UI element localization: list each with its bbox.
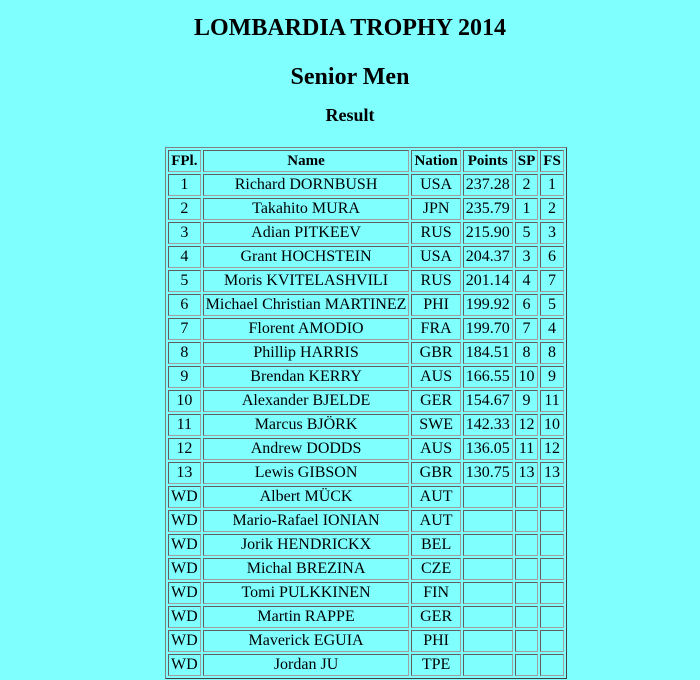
cell-points: 235.79 <box>463 198 513 220</box>
cell-sp: 9 <box>515 390 539 412</box>
table-row <box>168 366 564 388</box>
cell-sp <box>515 606 539 628</box>
cell-sp <box>515 630 539 652</box>
cell-name: Jordan JU <box>203 654 410 676</box>
cell-sp <box>515 510 539 532</box>
cell-nation: AUS <box>411 366 460 388</box>
cell-name: Phillip HARRIS <box>203 342 410 364</box>
cell-name: Andrew DODDS <box>203 438 410 460</box>
cell-fs: 8 <box>540 342 564 364</box>
table-row <box>168 654 564 676</box>
cell-sp <box>515 558 539 580</box>
cell-nation: CZE <box>411 558 460 580</box>
cell-fpl: 12 <box>168 438 201 460</box>
cell-sp: 12 <box>515 414 539 436</box>
cell-fs: 12 <box>540 438 564 460</box>
cell-nation: USA <box>411 246 460 268</box>
page-title: LOMBARDIA TROPHY 2014 <box>193 15 507 41</box>
cell-name: Takahito MURA <box>203 198 410 220</box>
cell-fpl: WD <box>168 606 201 628</box>
cell-fpl: 6 <box>168 294 201 316</box>
cell-fpl: WD <box>168 630 201 652</box>
cell-nation: PHI <box>411 294 460 316</box>
cell-points <box>463 606 513 628</box>
cell-nation: AUT <box>411 486 460 508</box>
cell-fs: 13 <box>540 462 564 484</box>
table-row <box>168 438 564 460</box>
cell-sp: 3 <box>515 246 539 268</box>
cell-nation: AUT <box>411 510 460 532</box>
cell-fs: 4 <box>540 318 564 340</box>
cell-points: 130.75 <box>463 462 513 484</box>
cell-name: Florent AMODIO <box>203 318 410 340</box>
table-row <box>168 270 564 292</box>
cell-fs <box>540 606 564 628</box>
cell-name: Martin RAPPE <box>203 606 410 628</box>
cell-sp <box>515 486 539 508</box>
cell-points: 215.90 <box>463 222 513 244</box>
section-title: Result <box>325 105 375 125</box>
cell-name: Adian PITKEEV <box>203 222 410 244</box>
cell-sp: 5 <box>515 222 539 244</box>
cell-fs: 10 <box>540 414 564 436</box>
cell-points: 184.51 <box>463 342 513 364</box>
cell-fpl: WD <box>168 654 201 676</box>
cell-fpl: 10 <box>168 390 201 412</box>
cell-fs <box>540 654 564 676</box>
cell-fpl: WD <box>168 510 201 532</box>
cell-points <box>463 534 513 556</box>
cell-name: Richard DORNBUSH <box>203 174 410 196</box>
table-row <box>168 486 564 508</box>
cell-fpl: 7 <box>168 318 201 340</box>
table-row <box>168 342 564 364</box>
header-fpl: FPl. <box>168 150 201 172</box>
cell-name: Alexander BJELDE <box>203 390 410 412</box>
cell-fs: 6 <box>540 246 564 268</box>
cell-name: Brendan KERRY <box>203 366 410 388</box>
cell-name: Albert MÜCK <box>203 486 410 508</box>
cell-sp: 2 <box>515 174 539 196</box>
cell-fpl: WD <box>168 558 201 580</box>
cell-fpl: 1 <box>168 174 201 196</box>
cell-sp: 4 <box>515 270 539 292</box>
cell-name: Michael Christian MARTINEZ <box>203 294 410 316</box>
cell-points: 199.92 <box>463 294 513 316</box>
results-body <box>168 174 564 676</box>
cell-points <box>463 654 513 676</box>
cell-nation: USA <box>411 174 460 196</box>
cell-fpl: WD <box>168 486 201 508</box>
cell-points <box>463 558 513 580</box>
cell-points <box>463 510 513 532</box>
header-points: Points <box>463 150 513 172</box>
cell-points: 237.28 <box>463 174 513 196</box>
cell-nation: PHI <box>411 630 460 652</box>
cell-points: 201.14 <box>463 270 513 292</box>
cell-sp: 1 <box>515 198 539 220</box>
table-row <box>168 390 564 412</box>
cell-name: Maverick EGUIA <box>203 630 410 652</box>
cell-nation: FRA <box>411 318 460 340</box>
cell-points: 199.70 <box>463 318 513 340</box>
cell-fs: 2 <box>540 198 564 220</box>
cell-points: 166.55 <box>463 366 513 388</box>
cell-fs: 3 <box>540 222 564 244</box>
cell-nation: GBR <box>411 342 460 364</box>
cell-points <box>463 582 513 604</box>
cell-nation: GBR <box>411 462 460 484</box>
cell-name: Tomi PULKKINEN <box>203 582 410 604</box>
cell-nation: JPN <box>411 198 460 220</box>
cell-fpl: 11 <box>168 414 201 436</box>
category-title: Senior Men <box>290 64 410 90</box>
cell-sp <box>515 534 539 556</box>
cell-fs: 9 <box>540 366 564 388</box>
cell-fs: 7 <box>540 270 564 292</box>
cell-fs <box>540 534 564 556</box>
cell-fs: 1 <box>540 174 564 196</box>
cell-fs: 11 <box>540 390 564 412</box>
cell-nation: BEL <box>411 534 460 556</box>
cell-fpl: 9 <box>168 366 201 388</box>
header-sp: SP <box>515 150 539 172</box>
cell-name: Michal BREZINA <box>203 558 410 580</box>
cell-points: 154.67 <box>463 390 513 412</box>
header-name: Name <box>203 150 410 172</box>
cell-sp: 13 <box>515 462 539 484</box>
results-table <box>165 147 567 679</box>
cell-nation: RUS <box>411 222 460 244</box>
cell-name: Jorik HENDRICKX <box>203 534 410 556</box>
table-row <box>168 630 564 652</box>
table-row <box>168 174 564 196</box>
table-row <box>168 510 564 532</box>
table-row <box>168 558 564 580</box>
cell-nation: FIN <box>411 582 460 604</box>
cell-fpl: WD <box>168 582 201 604</box>
cell-fpl: 3 <box>168 222 201 244</box>
header-fs: FS <box>540 150 564 172</box>
cell-fpl: 13 <box>168 462 201 484</box>
cell-sp: 11 <box>515 438 539 460</box>
cell-fs <box>540 510 564 532</box>
table-row <box>168 414 564 436</box>
cell-points: 204.37 <box>463 246 513 268</box>
cell-points <box>463 486 513 508</box>
cell-sp: 10 <box>515 366 539 388</box>
cell-nation: RUS <box>411 270 460 292</box>
cell-points: 142.33 <box>463 414 513 436</box>
table-row <box>168 318 564 340</box>
cell-name: Lewis GIBSON <box>203 462 410 484</box>
cell-fpl: 2 <box>168 198 201 220</box>
table-row <box>168 246 564 268</box>
cell-nation: GER <box>411 606 460 628</box>
cell-sp <box>515 654 539 676</box>
table-row <box>168 582 564 604</box>
cell-name: Mario-Rafael IONIAN <box>203 510 410 532</box>
header-row <box>168 150 564 172</box>
cell-sp: 6 <box>515 294 539 316</box>
table-row <box>168 294 564 316</box>
cell-fpl: WD <box>168 534 201 556</box>
cell-fs <box>540 630 564 652</box>
cell-sp: 8 <box>515 342 539 364</box>
cell-sp <box>515 582 539 604</box>
cell-sp: 7 <box>515 318 539 340</box>
cell-fpl: 4 <box>168 246 201 268</box>
cell-nation: GER <box>411 390 460 412</box>
cell-points: 136.05 <box>463 438 513 460</box>
cell-name: Grant HOCHSTEIN <box>203 246 410 268</box>
cell-fs <box>540 582 564 604</box>
cell-nation: TPE <box>411 654 460 676</box>
cell-fpl: 8 <box>168 342 201 364</box>
table-row <box>168 534 564 556</box>
cell-name: Marcus BJÖRK <box>203 414 410 436</box>
cell-fs <box>540 558 564 580</box>
cell-nation: SWE <box>411 414 460 436</box>
table-row <box>168 198 564 220</box>
table-row <box>168 606 564 628</box>
cell-fs: 5 <box>540 294 564 316</box>
table-row <box>168 462 564 484</box>
cell-fs <box>540 486 564 508</box>
cell-fpl: 5 <box>168 270 201 292</box>
cell-nation: AUS <box>411 438 460 460</box>
header-nation: Nation <box>411 150 460 172</box>
cell-name: Moris KVITELASHVILI <box>203 270 410 292</box>
cell-points <box>463 630 513 652</box>
table-row <box>168 222 564 244</box>
